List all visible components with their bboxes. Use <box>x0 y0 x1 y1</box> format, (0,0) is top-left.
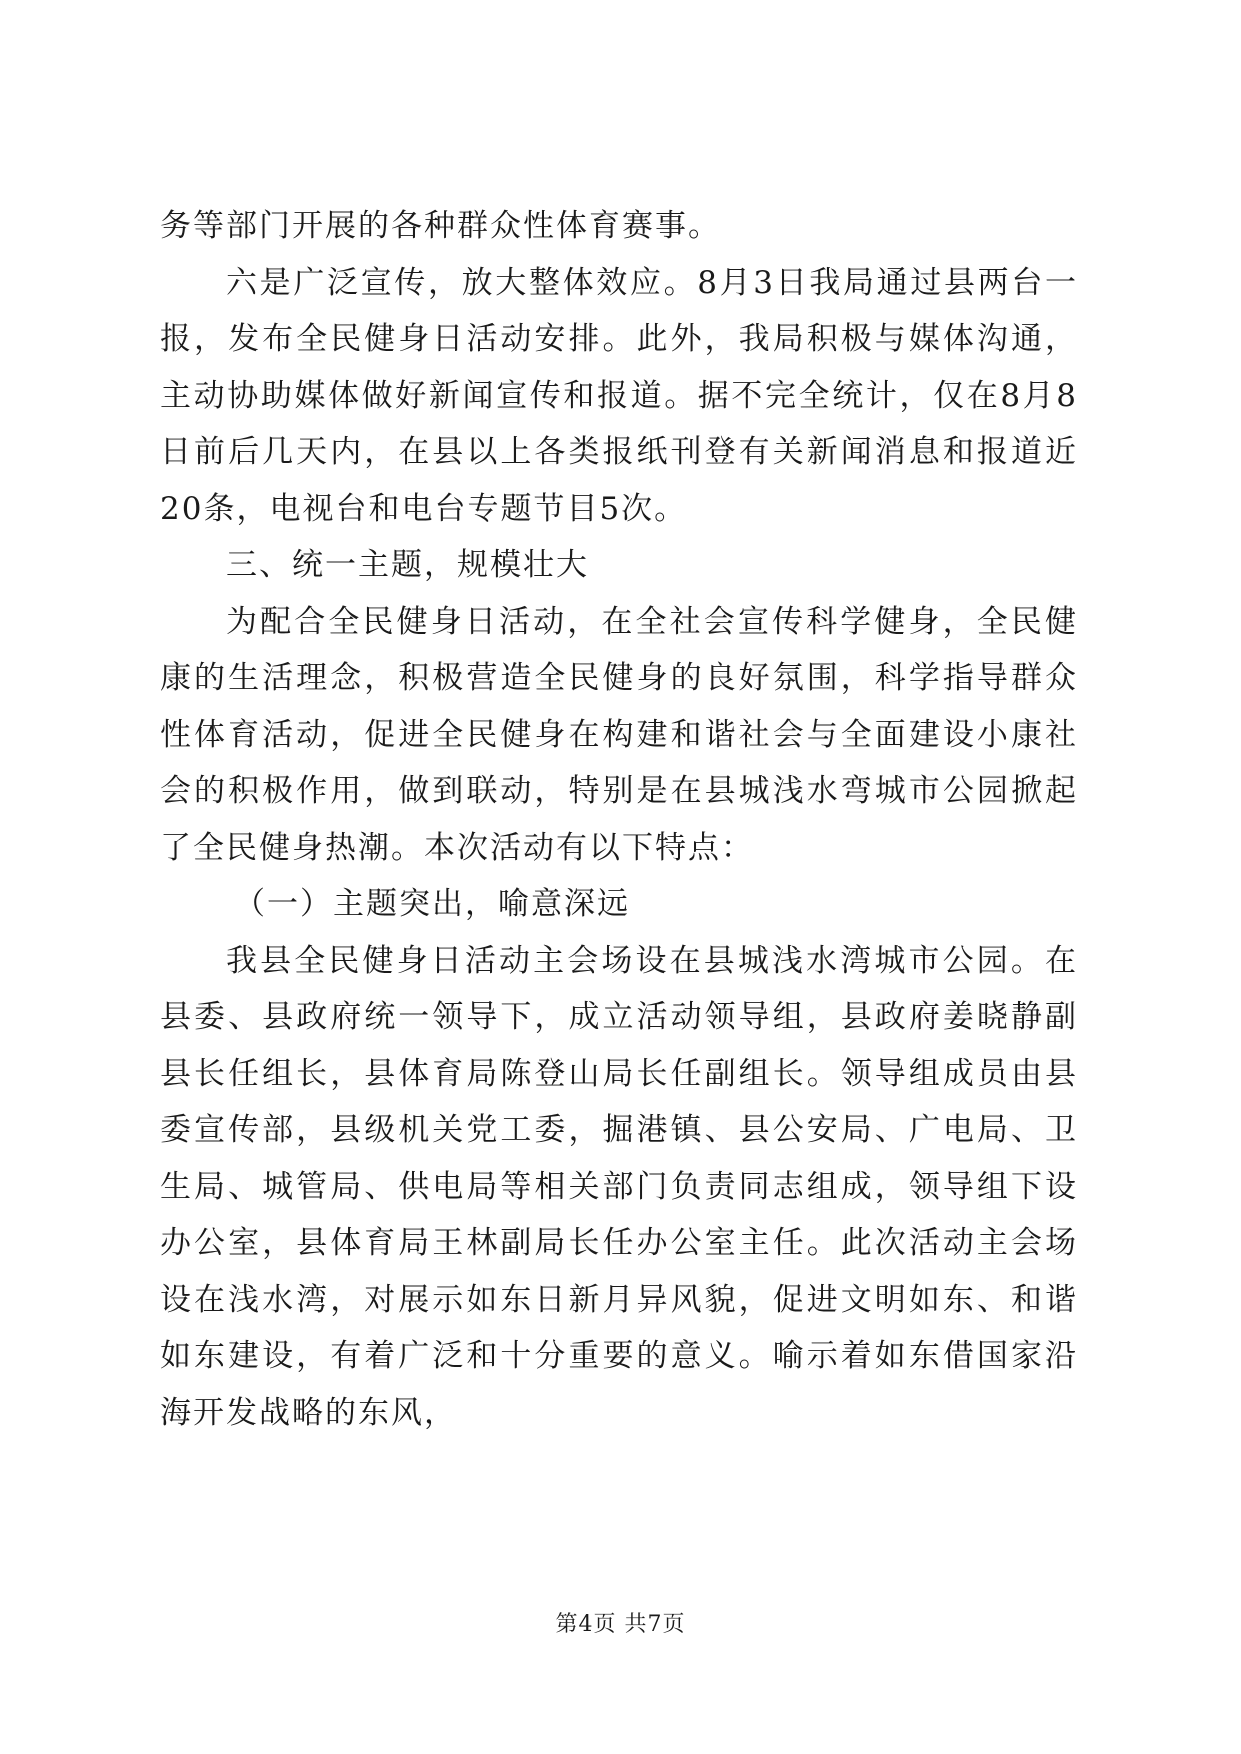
paragraph-publicity: 六是广泛宣传，放大整体效应。8月3日我局通过县两台一报，发布全民健身日活动安排。此外，我局积极与媒体沟通，主动协助媒体做好新闻宣传和报道。据不完全统计，仅在8月8日前后几天内，在县以上各类报纸刊登有关新闻消息和报道近20条，电视台和电台专题节目5次。 <box>160 264 1078 527</box>
paragraph-continuation: 务等部门开展的各种群众性体育赛事。 <box>160 208 721 244</box>
page-footer: 第4页 共7页 <box>555 1612 686 1637</box>
paragraph-overview: 为配合全民健身日活动，在全社会宣传科学健身，全民健康的生活理念，积极营造全民健身的良好氛围，科学指导群众性体育活动，促进全民健身在构建和谐社会与全面建设小康社会的积极作用，做到联动，特别是在县城浅水弯城市公园掀起了全民健身热潮。本次活动有以下特点： <box>160 603 1078 866</box>
paragraph-main-venue: 我县全民健身日活动主会场设在县城浅水湾城市公园。在县委、县政府统一领导下，成立活动领导组，县政府姜晓静副县长任组长，县体育局陈登山局长任副组长。领导组成员由县委宣传部，县级机关党工委，掘港镇、县公安局、广电局、卫生局、城管局、供电局等相关部门负责同志组成，领导组下设办公室，县体育局王林副局长任办公室主任。此次活动主会场设在浅水湾，对展示如东日新月异风貌，促进文明如东、和谐如东建设，有着广泛和十分重要的意义。喻示着如东借国家沿海开发战略的东风， <box>160 942 1078 1431</box>
document-body <box>160 198 1078 1441</box>
subsection-heading-1: （一）主题突出，喻意深远 <box>234 886 630 922</box>
section-heading-3: 三、统一主题，规模壮大 <box>226 547 589 583</box>
